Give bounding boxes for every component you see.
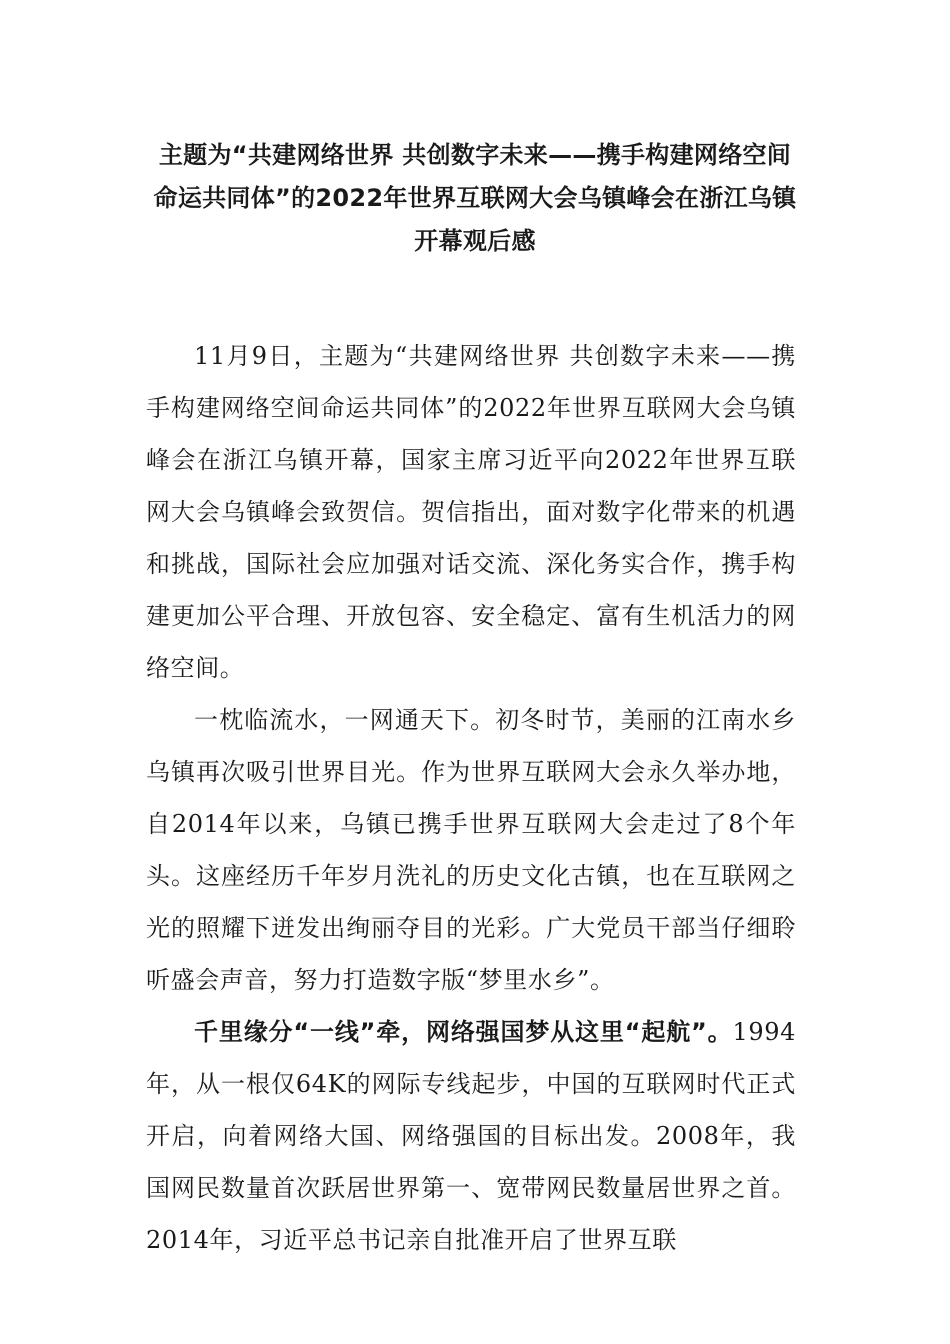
paragraph-1: [146, 330, 796, 694]
paragraph-2-text: 一枕临流水，一网通天下。初冬时节，美丽的江南水乡乌镇再次吸引世界目光。作为世界互联网大会永久举办地，自2014年以来，乌镇已携手世界互联网大会走过了8个年头。这座经历千年岁月洗礼的历史文化古镇，也在互联网之光的照耀下迸发出绚丽夺目的光彩。广大党员干部当仔细聆听盛会声音，努力打造数字版“梦里水乡”。: [146, 706, 796, 994]
document-body: [146, 330, 796, 1266]
paragraph-3-lead: 千里缘分“一线”牵，网络强国梦从这里“起航”。: [194, 1018, 733, 1046]
paragraph-3-text: 1994年，从一根仅64K的网际专线起步，中国的互联网时代正式开启，向着网络大国、网络强国的目标出发。2008年，我国网民数量首次跃居世界第一、宽带网民数量居世界之首。2014年，习近平总书记亲自批准开启了世界互联: [146, 1018, 796, 1254]
document-title: 主题为“共建网络世界 共创数字未来——携手构建网络空间命运共同体”的2022年世界互联网大会乌镇峰会在浙江乌镇开幕观后感: [153, 141, 797, 255]
paragraph-3: [146, 1006, 796, 1266]
paragraph-1-text: 11月9日，主题为“共建网络世界 共创数字未来——携手构建网络空间命运共同体”的2022年世界互联网大会乌镇峰会在浙江乌镇开幕，国家主席习近平向2022年世界互联网大会乌镇峰会致贺信。贺信指出，面对数字化带来的机遇和挑战，国际社会应加强对话交流、深化务实合作，携手构建更加公平合理、开放包容、安全稳定、富有生机活力的网络空间。: [146, 342, 796, 682]
paragraph-2: [146, 694, 796, 1006]
